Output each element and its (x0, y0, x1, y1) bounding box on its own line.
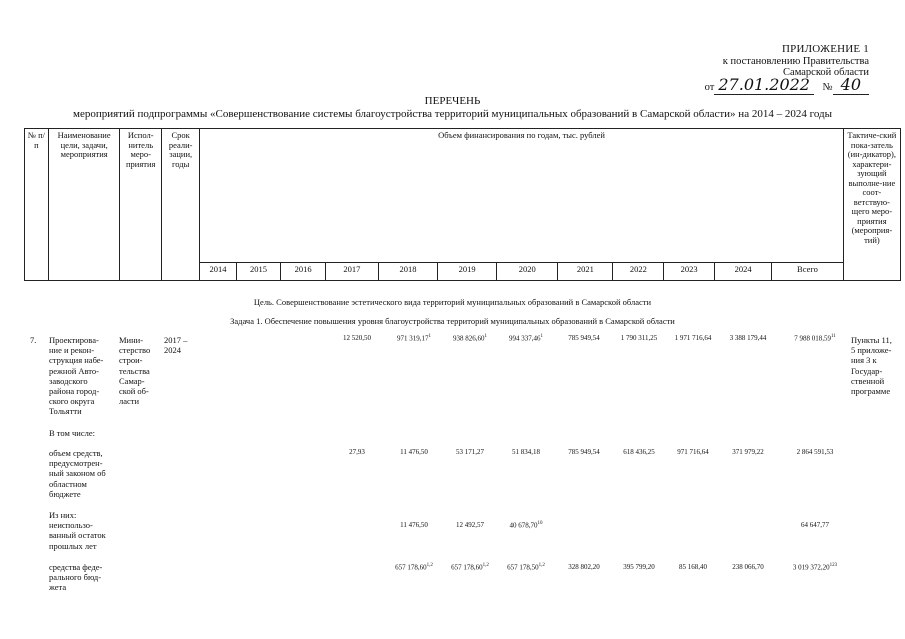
col-term-header: Срок реали-зации, годы (161, 129, 199, 281)
year-2019: 2019 (438, 263, 497, 281)
in-that-label: В том числе: (49, 428, 95, 438)
unused-balance-value: 12 492,57 (456, 521, 484, 529)
item-7-value: 1 971 716,64 (674, 334, 712, 342)
date-prefix: от (704, 81, 715, 93)
item-name-line: струкция набе- (49, 355, 104, 366)
item-name-line: Тольятти (49, 406, 82, 417)
appendix-line-3: Самарской области (783, 67, 869, 78)
unused-balance-value: 11 476,50 (400, 521, 428, 529)
item-7-value: 12 520,50 (343, 334, 371, 342)
row-label-line: неиспользо- (49, 520, 93, 531)
item-executor-line: Самар- (119, 375, 145, 386)
item-7-value: 3 388 179,44 (729, 334, 767, 342)
item-name (49, 335, 115, 417)
unused-balance-value: 64 647,77 (801, 521, 829, 529)
federal-budget-value: 657 178,60$^{1,2}$ (395, 563, 433, 572)
item-executor-line: тельства (119, 365, 150, 376)
regional-budget-value: 27,93 (349, 448, 365, 456)
federal-budget-value: 85 168,40 (679, 563, 707, 571)
item-indicator-line: ственной (851, 375, 885, 386)
year-2016: 2016 (281, 263, 326, 281)
federal-budget-value: 657 178,50$^{1,2}$ (507, 563, 545, 572)
item-7-value: 938 826,60$^1$ (453, 334, 487, 343)
item-name-line: заводского (49, 375, 88, 386)
year-2024: 2024 (715, 263, 772, 281)
goal-text: Цель. Совершенствование эстетического вида территорий муниципальных образований в Самарской области (253, 297, 652, 307)
federal-budget-value: 328 802,20 (568, 563, 600, 571)
col-number-header: № п/п (25, 129, 49, 281)
federal-budget-value: 238 066,70 (732, 563, 764, 571)
item-indicator-line: программе (851, 386, 891, 397)
row-label-line: Из них: (49, 510, 77, 520)
row-unused-balance-label (49, 510, 119, 551)
task-text: Задача 1. Обеспечение повышения уровня благоустройства территорий муниципальных образований в Самарской области (230, 316, 675, 326)
item-7-value: 971 319,17$^1$ (397, 334, 431, 343)
year-2023: 2023 (664, 263, 715, 281)
year-2020: 2020 (497, 263, 558, 281)
col-name-header: Наименование цели, задачи, мероприятия (48, 129, 120, 281)
row-label-line: ванный остаток (49, 530, 106, 541)
year-2018: 2018 (378, 263, 437, 281)
row-label-line: областном (49, 478, 87, 489)
document-title: ПЕРЕЧЕНЬ (424, 95, 481, 107)
row-label-line: жета (49, 582, 67, 593)
regional-budget-value: 618 436,25 (623, 448, 655, 456)
item-name-line: Проектирова- (49, 335, 99, 345)
col-funding-header: Объем финансирования по годам, тыс. рублей (200, 129, 843, 263)
item-number: 7. (30, 335, 37, 345)
item-executor-line: строи- (119, 355, 143, 366)
unused-balance-value: 40 678,70$^{10}$ (509, 521, 543, 530)
year-total: Всего (772, 263, 844, 281)
year-2022: 2022 (613, 263, 664, 281)
item-name-line: ние и рекон- (49, 345, 95, 356)
item-name-line: района город- (49, 386, 100, 397)
item-term (164, 335, 198, 355)
row-label-line: предусмотрен- (49, 458, 103, 469)
year-2015: 2015 (236, 263, 281, 281)
item-indicator-line: Государ- (851, 365, 883, 376)
row-label-line: прошлых лет (49, 540, 97, 551)
item-indicator-line: 5 приложе- (851, 345, 892, 356)
item-name-line: режной Авто- (49, 365, 99, 376)
row-regional-budget-label (49, 448, 119, 499)
row-label-line: объем средств, (49, 448, 103, 458)
appendix-title: ПРИЛОЖЕНИЕ 1 (782, 43, 869, 55)
item-executor-line: стерство (119, 345, 151, 356)
row-label-line: бюджете (49, 488, 81, 499)
federal-budget-value: 395 799,20 (623, 563, 655, 571)
appendix-date-line (704, 74, 869, 94)
row-label-line: ный законом об (49, 468, 106, 479)
row-federal-budget-label (49, 562, 119, 593)
item-executor-line: ской об- (119, 386, 149, 397)
regional-budget-value: 785 949,54 (568, 448, 600, 456)
regional-budget-value: 51 834,18 (512, 448, 540, 456)
item-indicator (851, 335, 903, 396)
col-executor-header: Испол-нитель меро-приятия (120, 129, 162, 281)
funding-table-header (24, 128, 901, 281)
year-2017: 2017 (325, 263, 378, 281)
regional-budget-value: 2 864 591,53 (796, 448, 834, 456)
item-7-value: 994 337,46$^1$ (509, 334, 543, 343)
number-value: 40 (833, 75, 869, 95)
item-executor-line: ласти (119, 396, 140, 407)
appendix-line-2: к постановлению Правительства (722, 55, 869, 67)
federal-budget-value: 3 019 372,20$^{123}$ (792, 563, 838, 572)
year-2014: 2014 (200, 263, 236, 281)
row-label-line: средства феде- (49, 562, 103, 572)
item-term-line: 2017 – (164, 335, 188, 345)
item-executor (119, 335, 157, 406)
item-term-line: 2024 (164, 345, 181, 356)
item-indicator-line: Пункты 11, (851, 335, 892, 345)
appendix-header (705, 44, 869, 93)
col-indicator-header: Тактиче-ский пока-затель (ин-дикатор), характери-зующий выполне-ние соот-ветствую-щего меро-приятия (мероприя-тий) (843, 129, 900, 281)
regional-budget-value: 53 171,27 (456, 448, 484, 456)
regional-budget-value: 971 716,64 (677, 448, 709, 456)
number-prefix: № (822, 81, 833, 93)
federal-budget-value: 657 178,60$^{1,2}$ (451, 563, 489, 572)
item-7-value: 785 949,54 (568, 334, 600, 342)
row-label-line: рального бюд- (49, 572, 102, 583)
regional-budget-value: 371 979,22 (732, 448, 764, 456)
date-value: 27.01.2022 (714, 75, 814, 95)
item-name-line: ского округа (49, 396, 95, 407)
item-executor-line: Мини- (119, 335, 144, 345)
item-indicator-line: ния 3 к (851, 355, 877, 366)
regional-budget-value: 11 476,50 (400, 448, 428, 456)
year-2021: 2021 (558, 263, 613, 281)
item-7-value: 1 790 311,25 (620, 334, 658, 342)
item-7-value: 7 988 018,59$^{11}$ (794, 334, 836, 343)
document-subtitle: мероприятий подпрограммы «Совершенствование системы благоустройства территорий муниципальных образований в Самарской области» на 2014 – 2024 годы (73, 108, 832, 120)
